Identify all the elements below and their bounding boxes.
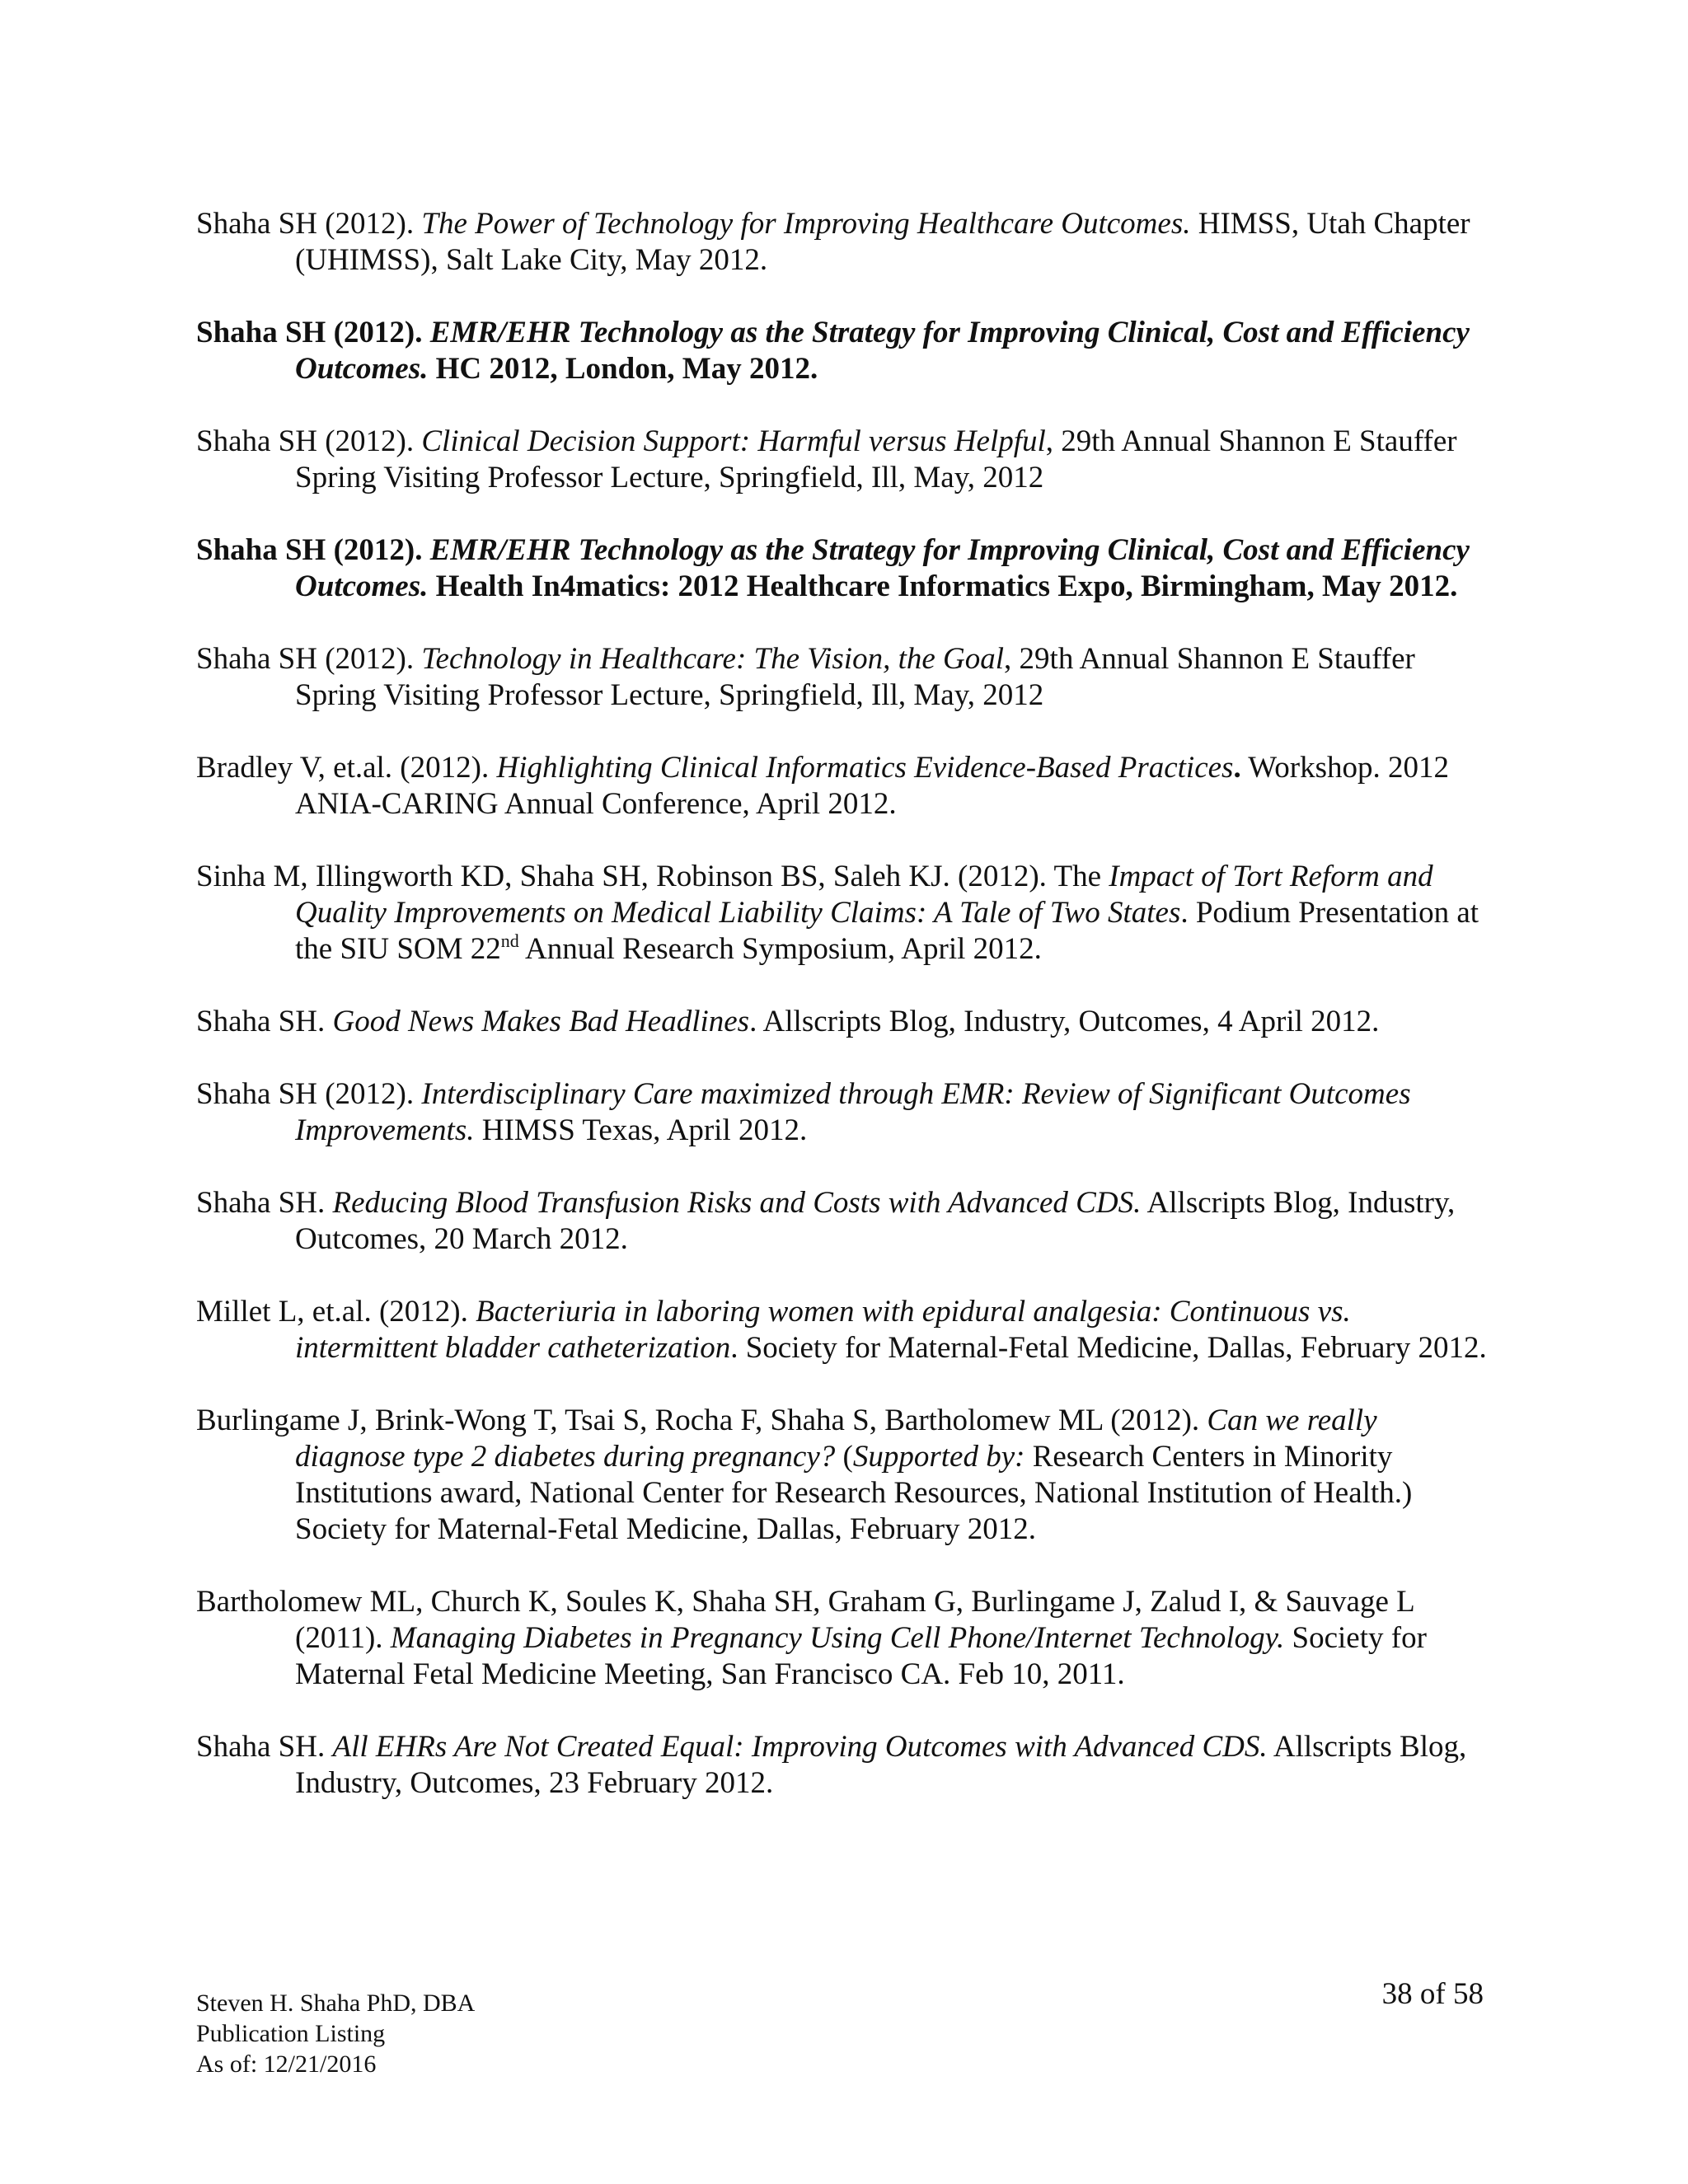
publication-title: EMR/EHR Technology as the Strategy for Improving Clinical, Cost and Efficiency Outcomes. <box>295 533 1470 603</box>
publication-title: Supported by: <box>852 1440 1025 1474</box>
publication-list <box>196 206 1490 1838</box>
publication-entry <box>196 206 1490 279</box>
publication-text: Bradley V, et.al. (2012). <box>196 751 497 785</box>
publication-title: Impact of Tort Reform and Quality Improvements on Medical Liability Claims: A Tale of Two States <box>295 860 1433 930</box>
footer-author: Steven H. Shaha PhD, DBA <box>196 1990 476 2017</box>
publication-text: HC 2012, London, May 2012. <box>428 352 818 386</box>
publication-text: Shaha SH (2012). <box>196 207 422 241</box>
publication-title: Clinical Decision Support: Harmful versus Helpful <box>421 424 1046 458</box>
publication-title: Reducing Blood Transfusion Risks and Costs with Advanced CDS. <box>332 1186 1142 1220</box>
publication-title: Technology in Healthcare: The Vision, the Goal <box>421 642 1005 676</box>
publication-text: Burlingame J, Brink-Wong T, Tsai S, Rocha F, Shaha S, Bartholomew ML (2012). <box>196 1404 1207 1437</box>
publication-text: Shaha SH (2012). <box>196 424 422 458</box>
publication-text: Health In4matics: 2012 Healthcare Informatics Expo, Birmingham, May 2012. <box>428 569 1458 603</box>
page-footer <box>196 1988 475 2079</box>
publication-text: Society for Maternal Fetal Medicine Meeting, San Francisco CA. Feb 10, 2011. <box>295 1621 1427 1691</box>
footer-doc-title: Publication Listing <box>196 2020 386 2047</box>
publication-text: . Allscripts Blog, Industry, Outcomes, 4 April 2012. <box>749 1005 1380 1038</box>
publication-text: HIMSS, Utah Chapter (UHIMSS), Salt Lake City, May 2012. <box>295 207 1470 277</box>
publication-entry <box>196 532 1490 605</box>
publication-entry <box>196 1004 1490 1040</box>
publication-entry <box>196 1584 1490 1693</box>
publication-title: Managing Diabetes in Pregnancy Using Cell Phone/Internet Technology. <box>390 1621 1285 1655</box>
publication-text: Research Centers in Minority Institutions award, National Center for Research Resources, National Institution of Health.) Society for Maternal-Fetal Medicine, Dallas, February 2012. <box>295 1440 1413 1546</box>
publication-title: All EHRs Are Not Created Equal: Improving Outcomes with Advanced CDS. <box>332 1730 1268 1764</box>
publication-entry <box>196 1076 1490 1149</box>
publication-entry <box>196 859 1490 968</box>
publication-entry <box>196 1729 1490 1802</box>
publication-entry <box>196 1294 1490 1366</box>
publication-text: Shaha SH (2012). <box>196 316 430 349</box>
publication-text: Allscripts Blog, Industry, Outcomes, 20 March 2012. <box>295 1186 1456 1256</box>
publication-title: The Power of Technology for Improving Healthcare Outcomes. <box>421 207 1191 241</box>
publication-text: Shaha SH. <box>196 1186 333 1220</box>
publication-text: Allscripts Blog, Industry, Outcomes, 23 February 2012. <box>295 1730 1467 1800</box>
publication-entry <box>196 424 1490 496</box>
publication-text: HIMSS Texas, April 2012. <box>474 1113 808 1147</box>
publication-title: Can we really diagnose type 2 diabetes during pregnancy? <box>295 1404 1377 1474</box>
publication-text: Shaha SH (2012). <box>196 533 430 567</box>
publication-text: , 29th Annual Shannon E Stauffer Spring Visiting Professor Lecture, Springfield, Ill, May, 2012 <box>295 424 1457 494</box>
publication-entry <box>196 641 1490 714</box>
publication-text: Annual Research Symposium, April 2012. <box>518 932 1042 966</box>
publication-entry <box>196 1403 1490 1548</box>
footer-as-of: As of: 12/21/2016 <box>196 2050 377 2078</box>
publication-text: Workshop. 2012 ANIA-CARING Annual Conference, April 2012. <box>295 751 1449 821</box>
publication-entry <box>196 315 1490 387</box>
publication-title: Good News Makes Bad Headlines <box>332 1005 750 1038</box>
publication-text: ( <box>835 1440 853 1474</box>
publication-text: nd <box>500 930 519 951</box>
publication-text: Shaha SH. <box>196 1730 333 1764</box>
publication-text: Millet L, et.al. (2012). <box>196 1295 476 1329</box>
publication-title: EMR/EHR Technology as the Strategy for Improving Clinical, Cost and Efficiency Outcomes. <box>295 316 1470 386</box>
publication-title: Interdisciplinary Care maximized through EMR: Review of Significant Outcomes Improvements. <box>295 1077 1411 1147</box>
publication-text: Bartholomew ML, Church K, Soules K, Shaha SH, Graham G, Burlingame J, Zalud I, & Sauvage L (2011). <box>196 1585 1414 1655</box>
publication-title: Highlighting Clinical Informatics Evidence-Based Practices <box>496 751 1234 785</box>
publication-text: , 29th Annual Shannon E Stauffer Spring Visiting Professor Lecture, Springfield, Ill, May, 2012 <box>295 642 1415 712</box>
publication-entry <box>196 1185 1490 1258</box>
page-number: 38 of 58 <box>1381 1977 1484 2011</box>
publication-text: . <box>1233 751 1241 785</box>
publication-entry <box>196 750 1490 823</box>
publication-text: Sinha M, Illingworth KD, Shaha SH, Robinson BS, Saleh KJ. (2012). The <box>196 860 1109 893</box>
publication-text: Shaha SH. <box>196 1005 333 1038</box>
publication-title: Bacteriuria in laboring women with epidural analgesia: Continuous vs. intermittent bladder catheterization <box>295 1295 1351 1365</box>
publication-text: . Podium Presentation at the SIU SOM 22 <box>295 896 1479 966</box>
publication-text: Shaha SH (2012). <box>196 1077 422 1111</box>
publication-text: Shaha SH (2012). <box>196 642 422 676</box>
publication-text: . Society for Maternal-Fetal Medicine, Dallas, February 2012. <box>730 1331 1487 1365</box>
